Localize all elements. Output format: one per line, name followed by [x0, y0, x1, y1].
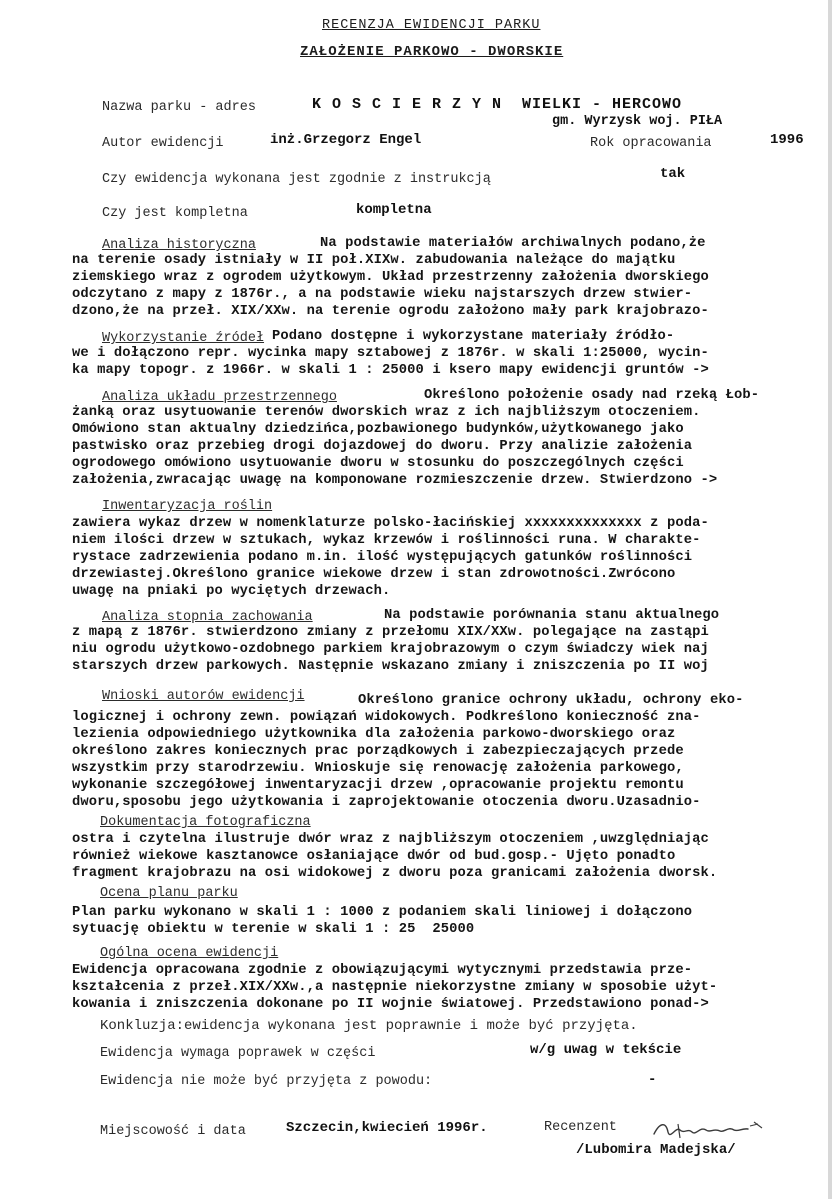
complete-label: Czy jest kompletna — [102, 206, 248, 221]
park-name-value: K O S C I E R Z Y N WIELKI - HERCOWO — [312, 96, 683, 113]
conclusions-line: Określono granice ochrony układu, ochrony eko- — [358, 693, 744, 708]
document-subtitle: ZAŁOŻENIE PARKOWO - DWORSKIE — [300, 44, 564, 60]
photo-line: ostra i czytelna ilustruje dwór wraz z najbliższym otoczeniem ,uwzględniając — [72, 832, 709, 847]
inventory-line: rystace zadrzewienia podano m.in. ilość występujących gatunków roślinności — [72, 550, 693, 565]
photo-line: również wiekowe kasztanowce osłaniające dwór od bud.gosp.- Ujęto ponadto — [72, 849, 676, 864]
conclusions-line: wszystkim przy starodrzewiu. Wnioskuje się renowację założenia parkowego, — [72, 761, 684, 776]
place-date-label: Miejscowość i data — [100, 1124, 246, 1139]
inventory-line: niem ilości drzew w sztukach, wykaz krzewów i roślinności runa. W charakte- — [72, 533, 701, 548]
conclusions-line: logicznej i ochrony zewn. powiązań widokowych. Podkreślono konieczność zna- — [72, 710, 701, 725]
preservation-line: Na podstawie porównania stanu aktualnego — [384, 608, 720, 623]
section-label-spatial: Analiza układu przestrzennego — [102, 390, 337, 405]
historical-line: dzono,że na przeł. XIX/XXw. na terenie ogrodu założono mały park krajobrazo- — [72, 304, 709, 319]
spatial-line: założenia,zwracając uwagę na komponowane rozmieszczenie drzew. Stwierdzono -> — [72, 473, 718, 488]
park-name-label: Nazwa parku - adres — [102, 100, 256, 115]
section-label-plan: Ocena planu parku — [100, 886, 238, 901]
conclusions-line: określono zakres koniecznych prac porządkowych i zabezpieczających przede — [72, 744, 684, 759]
inventory-line: zawiera wykaz drzew w nomenklaturze polsko-łacińskiej xxxxxxxxxxxxxx z poda- — [72, 516, 709, 531]
reviewer-label: Recenzent — [544, 1120, 617, 1135]
inventory-line: drzewiastej.Określono granice wiekowe drzew i stan zdrowotności.Zwrócono — [72, 567, 676, 582]
plan-line: sytuację obiektu w terenie w skali 1 : 25 25000 — [72, 922, 475, 937]
spatial-line: ogrodowego omówiono usytuowanie dworu w stosunku do poszczególnych części — [72, 456, 684, 471]
overall-line: kształcenia z przeł.XIX/XXw.,a następnie niekorzystne zmiany w sposobie użyt- — [72, 980, 718, 995]
conclusions-line: dworu,sposobu jego użytkowania i zaprojektowanie otoczenia dworu.Uzasadnio- — [72, 795, 701, 810]
overall-line: kowania i zniszczenia dokonane po II wojnie światowej. Przedstawiono ponad-> — [72, 997, 709, 1012]
conclusions-line: lezienia odpowiedniego użytkownika dla założenia parkowo-dworskiego oraz — [72, 727, 676, 742]
conclusion-statement: Konkluzja:ewidencja wykonana jest poprawnie i może być przyjęta. — [100, 1018, 638, 1034]
section-label-overall: Ogólna ocena ewidencji — [100, 946, 279, 961]
place-date-value: Szczecin,kwiecień 1996r. — [286, 1120, 488, 1136]
sources-line: we i dołączono repr. wycinka mapy sztabowej z 1876r. w skali 1:25000, wycin- — [72, 346, 709, 361]
sources-line: ka mapy topogr. z 1966r. w skali 1 : 25000 i ksero mapy ewidencji gruntów -> — [72, 363, 709, 378]
spatial-line: Określono położenie osady nad rzeką Łob- — [424, 388, 760, 403]
preservation-line: z mapą z 1876r. stwierdzono zmiany z przełomu XIX/XXw. polegające na zastąpi — [72, 625, 709, 640]
document-title: RECENZJA EWIDENCJI PARKU — [322, 18, 541, 33]
section-label-photo: Dokumentacja fotograficzna — [100, 815, 311, 830]
photo-line: fragment krajobrazu na osi widokowej z dworu poza granicami założenia dworsk. — [72, 866, 718, 881]
spatial-line: Omówiono stan aktualny dziedzińca,pozbawionego budynków,użytkowanego jako — [72, 422, 684, 437]
historical-line: Na podstawie materiałów archiwalnych podano,że — [320, 236, 706, 251]
overall-line: Ewidencja opracowana zgodnie z obowiązującymi wytycznymi przedstawia prze- — [72, 963, 693, 978]
compliance-label: Czy ewidencja wykonana jest zgodnie z instrukcją — [102, 172, 491, 187]
historical-line: na terenie osady istniały w II poł.XIXw. zabudowania należące do majątku — [72, 253, 676, 268]
reject-label: Ewidencja nie może być przyjęta z powodu: — [100, 1074, 433, 1089]
section-label-preservation: Analiza stopnia zachowania — [102, 610, 313, 625]
year-value: 1996 — [770, 132, 804, 148]
reviewer-name: /Lubomira Madejska/ — [576, 1142, 736, 1158]
inventory-line: uwagę na pniaki po wyciętych drzewach. — [72, 584, 391, 599]
author-label: Autor ewidencji — [102, 136, 224, 151]
plan-line: Plan parku wykonano w skali 1 : 1000 z podaniem skali liniowej i dołączono — [72, 905, 693, 920]
historical-line: ziemskiego wraz z ogrodem użytkowym. Układ przestrzenny założenia dworskiego — [72, 270, 709, 285]
section-label-historical: Analiza historyczna — [102, 238, 256, 253]
conclusions-line: wykonanie szczegółowej inwentaryzacji drzew ,opracowanie projektu remontu — [72, 778, 684, 793]
author-value: inż.Grzegorz Engel — [270, 132, 422, 148]
section-label-conclusions: Wnioski autorów ewidencji — [102, 689, 305, 704]
section-label-sources: Wykorzystanie źródeł — [102, 331, 265, 346]
spatial-line: pastwisko oraz przebieg drogi dojazdowej do dworu. Przy analizie założenia — [72, 439, 693, 454]
sources-line: Podano dostępne i wykorzystane materiały źródło- — [272, 329, 675, 344]
year-label: Rok opracowania — [590, 136, 712, 151]
complete-value: kompletna — [356, 202, 432, 218]
compliance-value: tak — [660, 166, 686, 182]
corrections-label: Ewidencja wymaga poprawek w części — [100, 1046, 376, 1061]
corrections-value: w/g uwag w tekście — [530, 1042, 682, 1058]
section-label-inventory: Inwentaryzacja roślin — [102, 499, 273, 514]
scan-edge — [828, 0, 832, 1199]
historical-line: odczytano z mapy z 1876r., a na podstawie wieku najstarszych drzew stwier- — [72, 287, 693, 302]
preservation-line: niu ogrodu użytkowo-ozdobnego parkiem krajobrazowym o czym świadczy wiek naj — [72, 642, 709, 657]
preservation-line: starszych drzew parkowych. Następnie wskazano zmiany i zniszczenia po II woj — [72, 659, 709, 674]
spatial-line: żanką oraz usytuowanie terenów dworskich wraz z ich najbliższym otoczeniem. — [72, 405, 701, 420]
park-location: gm. Wyrzysk woj. PIŁA — [552, 114, 723, 129]
reject-value: - — [648, 1072, 657, 1088]
